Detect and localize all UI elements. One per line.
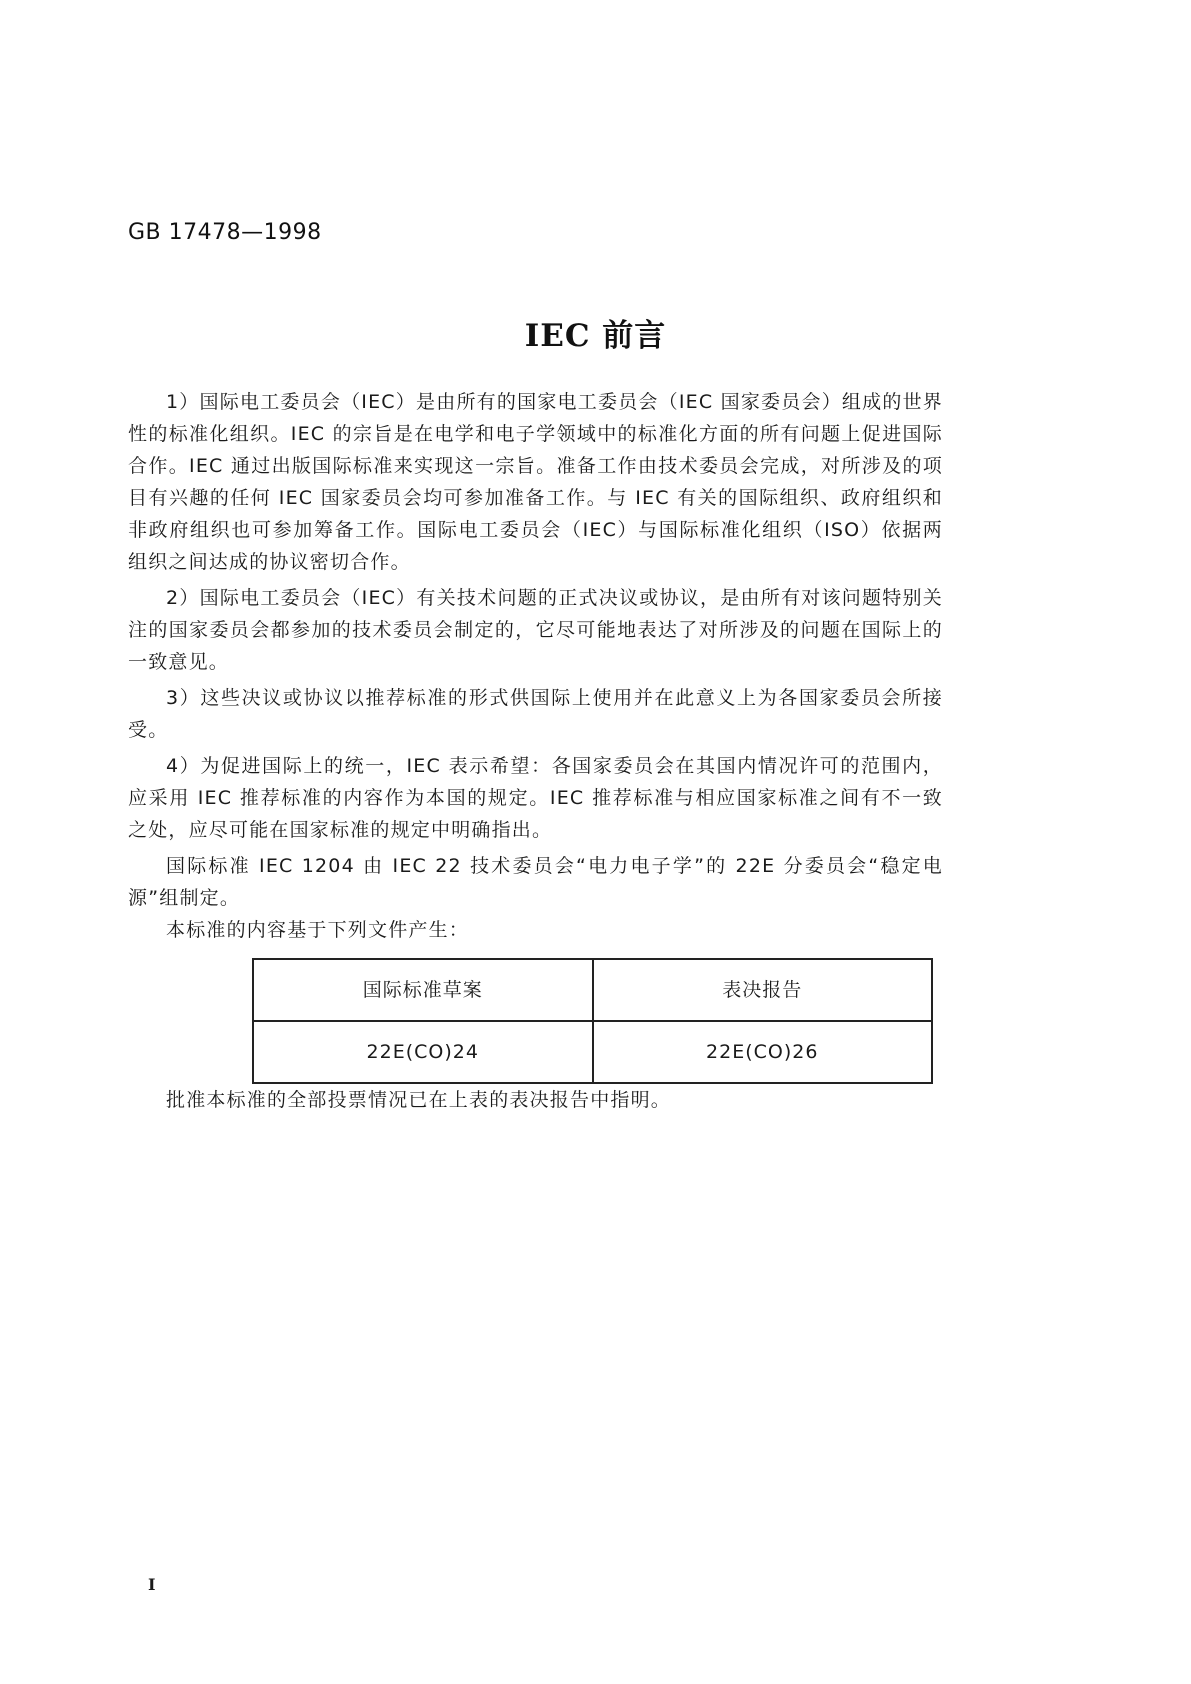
paragraph-origin: 国际标准 IEC 1204 由 IEC 22 技术委员会“电力电子学”的 22E 分委员会“稳定电源”组制定。 [128,855,943,909]
standard-code: GB 17478—1998 [128,220,322,245]
table-cell: 22E(CO)26 [593,1021,933,1083]
page-title: IEC 前言 [524,318,667,354]
paragraph-1: 1）国际电工委员会（IEC）是由所有的国家电工委员会（IEC 国家委员会）组成的世界性的标准化组织。IEC 的宗旨是在电学和电子学领域中的标准化方面的所有问题上促进国际合作。IEC 通过出版国际标准来实现这一宗旨。准备工作由技术委员会完成，对所涉及的项目有兴趣的任何 IEC 国家委员会均可参加准备工作。与 IEC 有关的国际组织、政府组织和非政府组织也可参加筹备工作。国际电工委员会（IEC）与国际标准化组织（ISO）依据两组织之间达成的协议密切合作。 [128,391,943,573]
paragraph-table-intro: 本标准的内容基于下列文件产生： [166,919,470,941]
table-cell: 22E(CO)24 [253,1021,593,1083]
table-header-cell: 表决报告 [593,959,933,1021]
paragraph-4: 4）为促进国际上的统一，IEC 表示希望：各国家委员会在其国内情况许可的范围内，应采用 IEC 推荐标准的内容作为本国的规定。IEC 推荐标准与相应国家标准之间有不一致之处，应尽可能在国家标准的规定中明确指出。 [128,755,943,841]
document-table [252,958,933,1084]
paragraph-2: 2）国际电工委员会（IEC）有关技术问题的正式决议或协议，是由所有对该问题特别关注的国家委员会都参加的技术委员会制定的，它尽可能地表达了对所涉及的问题在国际上的一致意见。 [128,587,943,673]
closing-paragraph: 批准本标准的全部投票情况已在上表的表决报告中指明。 [166,1089,672,1111]
paragraph-3: 3）这些决议或协议以推荐标准的形式供国际上使用并在此意义上为各国家委员会所接受。 [128,687,943,741]
page-number: I [148,1575,156,1594]
table-header-cell: 国际标准草案 [253,959,593,1021]
document-body [128,386,943,1120]
table-row [253,1021,932,1083]
table-header-row [253,959,932,1021]
